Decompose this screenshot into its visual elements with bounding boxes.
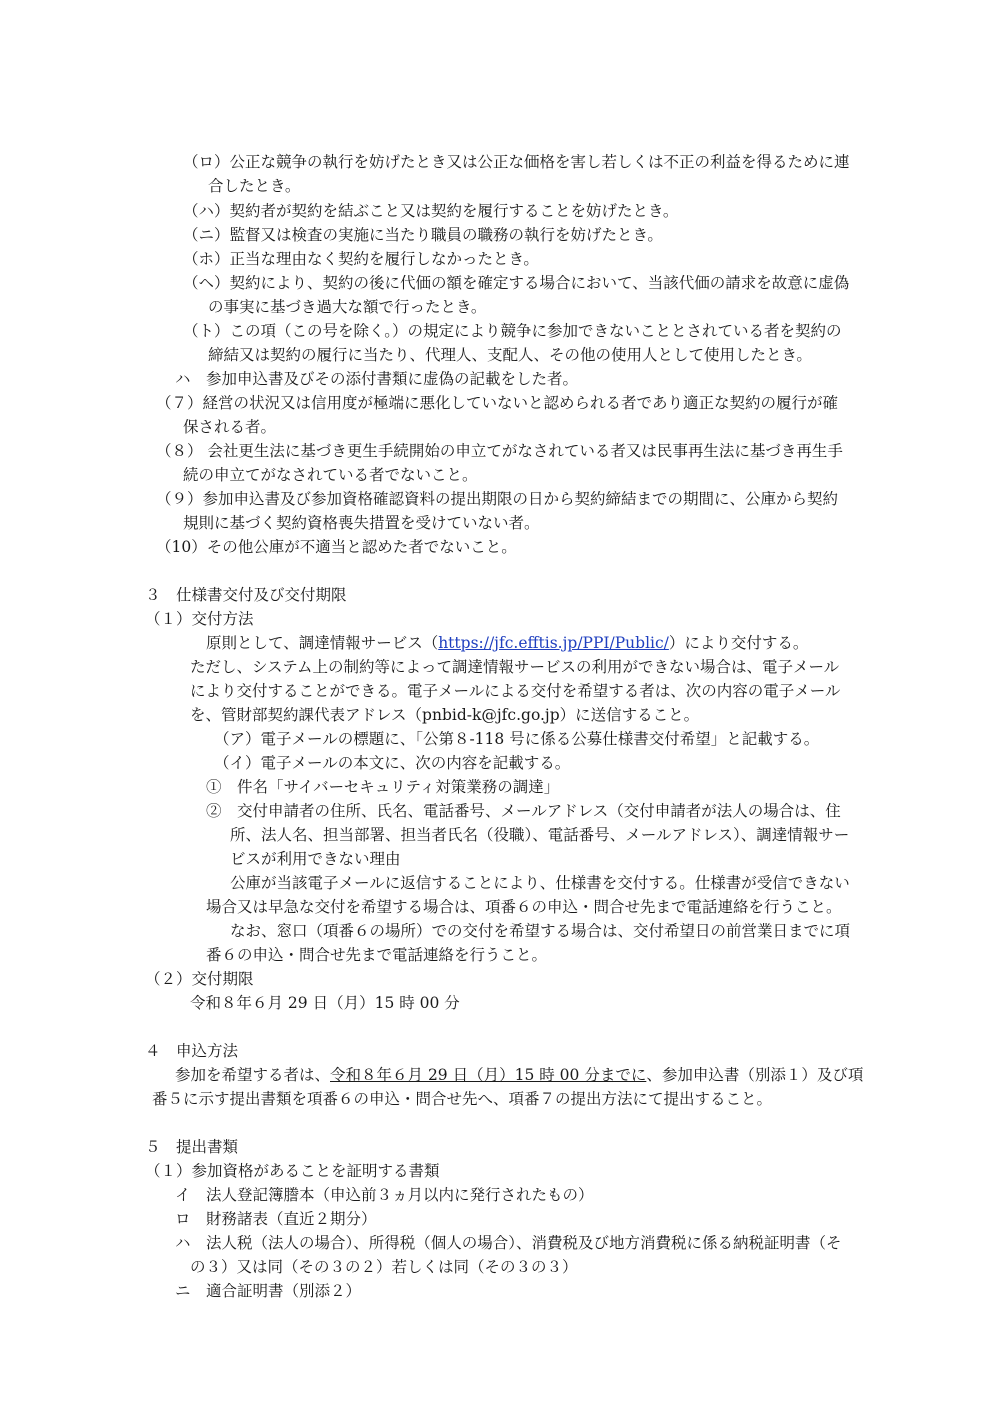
item-to-line1: （ト）この項（この号を除く。）の規定により競争に参加できないこととされている者を契約の bbox=[183, 322, 842, 340]
section3-item-i: （イ）電子メールの本文に、次の内容を記載する。 bbox=[214, 754, 571, 772]
item-7-line2: 保される者。 bbox=[183, 418, 277, 436]
section3-sub1-heading: （１）交付方法 bbox=[145, 610, 254, 628]
section3-circle-2-line3: ビスが利用できない理由 bbox=[230, 850, 401, 868]
section3-p2-line2: 場合又は早急な交付を希望する場合は、項番６の申込・問合せ先まで電話連絡を行うこと。 bbox=[206, 898, 842, 916]
item-9-line2: 規則に基づく契約資格喪失措置を受けていない者。 bbox=[183, 514, 540, 532]
item-ro-line2: 合したとき。 bbox=[208, 177, 301, 195]
item-he-line2: の事実に基づき過大な額で行ったとき。 bbox=[208, 298, 487, 316]
section3-p1-line3: により交付することができる。電子メールによる交付を希望する者は、次の内容の電子メール bbox=[190, 682, 841, 700]
item-ho: （ホ）正当な理由なく契約を履行しなかったとき。 bbox=[183, 250, 539, 268]
section4-heading: ４ 申込方法 bbox=[145, 1042, 239, 1060]
section3-p3-line2: 番６の申込・問合せ先まで電話連絡を行うこと。 bbox=[206, 946, 548, 964]
section3-p1-pre: 原則として、調達情報サービス（ bbox=[206, 634, 439, 652]
section4-line1-pre: 参加を希望する者は、 bbox=[175, 1066, 331, 1084]
item-ro-line1: （ロ）公正な競争の執行を妨げたとき又は公正な価格を害し若しくは不正の利益を得るために連 bbox=[183, 153, 850, 171]
item-ha: （ハ）契約者が契約を結ぶこと又は契約を履行することを妨げたとき。 bbox=[183, 202, 679, 220]
item-he-line1: （ヘ）契約により、契約の後に代価の額を確定する場合において、当該代価の請求を故意に虚偽 bbox=[183, 274, 850, 292]
section3-circle-1: ① 件名「サイバーセキュリティ対策業務の調達」 bbox=[206, 778, 560, 796]
section5-item-i: イ 法人登記簿謄本（申込前３ヵ月以内に発行されたもの） bbox=[175, 1186, 594, 1204]
section3-p1-line4: を、管財部契約課代表アドレス（pnbid-k@jfc.go.jp）に送信すること。 bbox=[190, 706, 700, 724]
item-8-line2: 続の申立てがなされている者でないこと。 bbox=[183, 466, 478, 484]
item-ni: （ニ）監督又は検査の実施に当たり職員の職務の執行を妨げたとき。 bbox=[183, 226, 663, 244]
section3-p3-line1: なお、窓口（項番６の場所）での交付を希望する場合は、交付希望日の前営業日までに項 bbox=[230, 922, 851, 940]
procurement-service-link[interactable]: https://jfc.efftis.jp/PPI/Public/ bbox=[438, 634, 669, 652]
item-10: （10）その他公庫が不適当と認めた者でないこと。 bbox=[156, 538, 517, 556]
item-ha-kana: ハ 参加申込書及びその添付書類に虚偽の記載をした者。 bbox=[175, 370, 579, 388]
section3-circle-2-line2: 所、法人名、担当部署、担当者氏名（役職）、電話番号、メールアドレス）、調達情報サー bbox=[230, 826, 850, 844]
section5-item-ro: ロ 財務諸表（直近２期分） bbox=[175, 1210, 377, 1228]
section3-sub2-heading: （２）交付期限 bbox=[145, 970, 254, 988]
item-8-line1: （８） 会社更生法に基づき更生手続開始の申立てがなされている者又は民事再生法に基づき再生手 bbox=[156, 442, 843, 460]
section3-circle-2-line1: ② 交付申請者の住所、氏名、電話番号、メールアドレス（交付申請者が法人の場合は、住 bbox=[206, 802, 841, 820]
section4-line1 bbox=[175, 1063, 863, 1087]
section4-line2: 番５に示す提出書類を項番６の申込・問合せ先へ、項番７の提出方法にて提出すること。 bbox=[152, 1090, 773, 1108]
section5-heading: ５ 提出書類 bbox=[145, 1138, 239, 1156]
item-to-line2: 締結又は契約の履行に当たり、代理人、支配人、その他の使用人として使用したとき。 bbox=[208, 346, 812, 364]
section5-item-ha-line2: の３）又は同（その３の２）若しくは同（その３の３） bbox=[190, 1258, 578, 1276]
section4-line1-post: 、参加申込書（別添１）及び項 bbox=[646, 1066, 864, 1084]
section3-p1-line2: ただし、システム上の制約等によって調達情報サービスの利用ができない場合は、電子メール bbox=[190, 658, 840, 676]
section5-sub1-heading: （１）参加資格があることを証明する書類 bbox=[145, 1162, 440, 1180]
item-9-line1: （９）参加申込書及び参加資格確認資料の提出期限の日から契約締結までの期間に、公庫から契約 bbox=[156, 490, 839, 508]
item-7-line1: （７）経営の状況又は信用度が極端に悪化していないと認められる者であり適正な契約の履行が確 bbox=[156, 394, 839, 412]
section3-p1-line1 bbox=[206, 631, 808, 655]
section3-heading: ３ 仕様書交付及び交付期限 bbox=[145, 586, 347, 604]
section3-deadline: 令和８年６月 29 日（月）15 時 00 分 bbox=[190, 994, 460, 1012]
section5-item-ha-line1: ハ 法人税（法人の場合）、所得税（個人の場合）、消費税及び地方消費税に係る納税証明書（そ bbox=[175, 1234, 842, 1252]
section4-deadline-underlined: 令和８年６月 29 日（月）15 時 00 分までに bbox=[330, 1066, 647, 1084]
section5-item-ni: ニ 適合証明書（別添２） bbox=[175, 1282, 362, 1300]
section3-item-a: （ア）電子メールの標題に、「公第８-118 号に係る公募仕様書交付希望」と記載する。 bbox=[214, 730, 820, 748]
section3-p1-post: ）により交付する。 bbox=[668, 634, 809, 652]
section3-p2-line1: 公庫が当該電子メールに返信することにより、仕様書を交付する。仕様書が受信できない bbox=[230, 874, 850, 892]
